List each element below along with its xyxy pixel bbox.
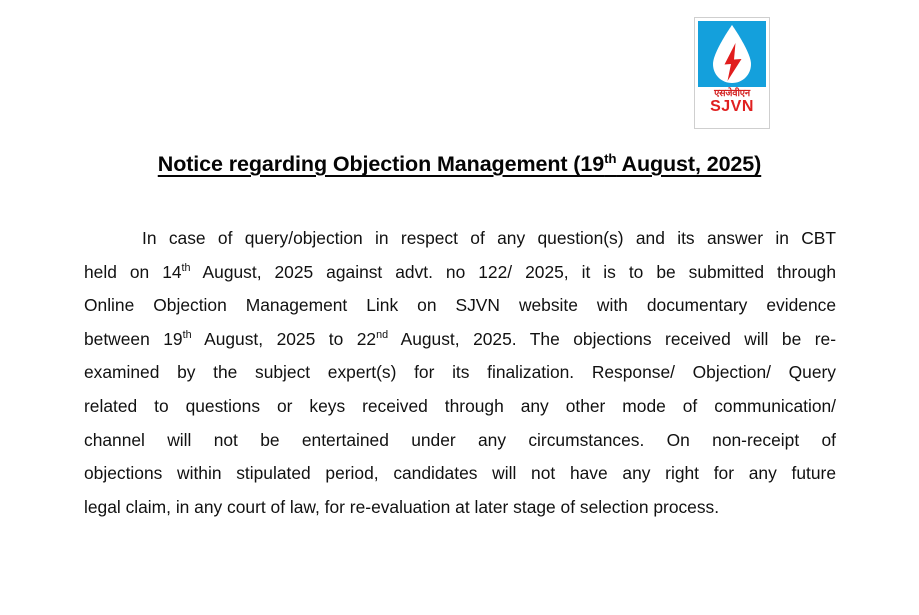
logo-hindi-text: एसजेवीएन	[714, 88, 750, 99]
page-title-ordinal-suffix: th	[604, 150, 617, 166]
line-8: objections within stipulated period, candidates will not have any right for any future	[84, 463, 836, 484]
page-title-part-1: Notice regarding Objection Management (19	[157, 152, 605, 176]
sjvn-logo	[694, 17, 770, 129]
page-title-part-2: August, 2025)	[616, 152, 762, 176]
ordinal-suffix: th	[182, 328, 192, 341]
line-9: legal claim, in any court of law, for re-evaluation at later stage of selection process.	[84, 496, 720, 517]
line-1: In case of query/objection in respect of any question(s) and its answer in CBT	[142, 228, 836, 248]
line-7: channel will not be entertained under any circumstances. On non-receipt of	[84, 429, 836, 450]
logo-latin-text: SJVN	[710, 98, 754, 116]
line-3: Online Objection Management Link on SJVN website with documentary evidence	[84, 295, 836, 316]
line-5: examined by the subject expert(s) for its finalization. Response/ Objection/ Query	[84, 362, 836, 383]
ordinal-suffix: nd	[376, 328, 389, 341]
page-title-underlined	[158, 152, 761, 176]
droplet-bolt-icon	[698, 21, 766, 87]
page-title	[0, 152, 919, 177]
notice-body	[84, 222, 836, 524]
logo-inner	[698, 21, 766, 125]
line-4: between 19th August, 2025 to 22nd August, 2025. The objections received will be re-	[84, 328, 836, 349]
line-2: held on 14th August, 2025 against advt. no 122/ 2025, it is to be submitted through	[84, 261, 837, 282]
notice-paragraph	[84, 222, 836, 524]
line-6: related to questions or keys received through any other mode of communication/	[84, 395, 836, 416]
logo-emblem	[698, 21, 766, 87]
ordinal-suffix: th	[181, 261, 191, 274]
